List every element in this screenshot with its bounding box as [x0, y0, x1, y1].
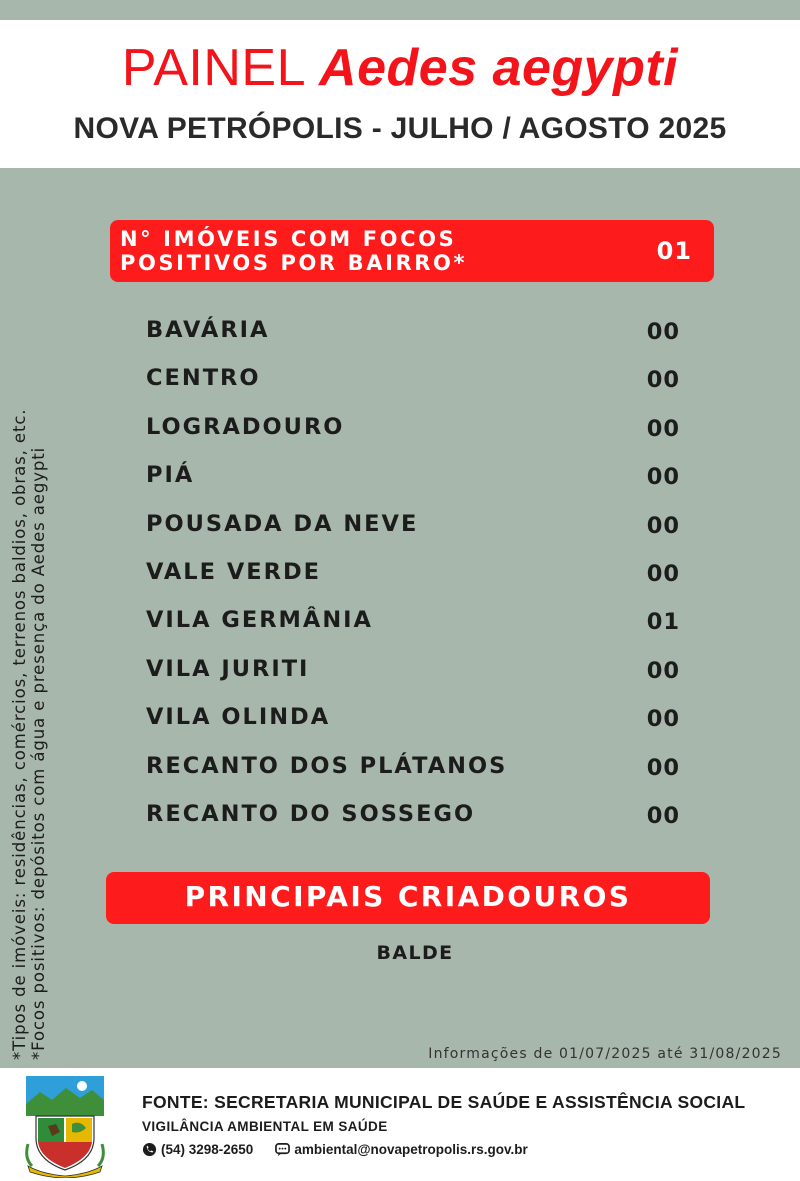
neighborhood-name: VILA OLINDA — [146, 704, 331, 731]
header — [0, 20, 800, 168]
neighborhood-count: 00 — [646, 754, 680, 781]
side-notes — [10, 240, 68, 1060]
neighborhood-name: POUSADA DA NEVE — [146, 510, 419, 537]
neighborhood-count: 00 — [646, 367, 680, 394]
neighborhood-name: LOGRADOURO — [146, 413, 345, 440]
page-subtitle: NOVA PETRÓPOLIS - JULHO / AGOSTO 2025 — [73, 112, 727, 145]
whatsapp-icon — [142, 1142, 157, 1157]
breeding-sites-bar — [106, 872, 710, 924]
neighborhood-row — [146, 554, 686, 602]
neighborhood-count: 00 — [646, 319, 680, 345]
neighborhood-count: 00 — [646, 657, 680, 684]
neighborhood-count: 00 — [646, 802, 680, 829]
neighborhood-row — [146, 457, 686, 505]
neighborhood-row — [146, 506, 686, 554]
neighborhood-name: BAVÁRIA — [146, 317, 270, 343]
municipal-crest-icon — [22, 1074, 108, 1178]
neighborhood-row — [146, 409, 686, 457]
neighborhood-row — [146, 312, 686, 360]
footer-contacts — [142, 1142, 528, 1157]
breeding-site-item: BALDE — [376, 942, 454, 964]
neighborhood-count: 00 — [646, 560, 680, 587]
footer-phone[interactable]: (54) 3298-2650 — [161, 1142, 254, 1157]
chat-bubble-icon — [275, 1142, 290, 1157]
neighborhood-count: 00 — [646, 706, 680, 733]
breeding-sites-title: PRINCIPAIS CRIADOUROS — [184, 880, 632, 913]
top-strip — [0, 0, 800, 20]
footer-source: FONTE: SECRETARIA MUNICIPAL DE SAÚDE E ASSISTÊNCIA SOCIAL — [142, 1092, 746, 1112]
neighborhood-name: RECANTO DOS PLÁTANOS — [146, 752, 508, 779]
neighborhood-list — [146, 312, 686, 844]
neighborhood-name: VILA GERMÂNIA — [146, 607, 373, 634]
focus-summary-bar — [110, 220, 714, 282]
title-plain: PAINEL — [121, 39, 305, 97]
focus-summary-label: N° IMÓVEIS COM FOCOS POSITIVOS POR BAIRRO* — [120, 227, 468, 275]
neighborhood-name: VILA JURITI — [146, 655, 310, 682]
neighborhood-name: CENTRO — [146, 365, 261, 392]
neighborhood-row — [146, 602, 686, 650]
neighborhood-name: RECANTO DO SOSSEGO — [146, 800, 476, 827]
neighborhood-row — [146, 699, 686, 747]
neighborhood-row — [146, 748, 686, 796]
focus-summary-total: 01 — [656, 237, 692, 265]
page-title — [0, 38, 800, 98]
side-note-property-types: *Tipos de imóveis: residências, comércios, terrenos baldios, obras, etc. — [10, 408, 29, 1060]
neighborhood-name: VALE VERDE — [146, 558, 321, 585]
info-period: Informações de 01/07/2025 até 31/08/2025 — [428, 1046, 782, 1062]
neighborhood-count: 00 — [646, 464, 680, 491]
footer — [0, 1068, 800, 1181]
neighborhood-count: 00 — [646, 415, 680, 442]
neighborhood-count: 01 — [646, 609, 680, 636]
neighborhood-row — [146, 651, 686, 699]
footer-department: VIGILÂNCIA AMBIENTAL EM SAÚDE — [142, 1119, 388, 1134]
neighborhood-row — [146, 360, 686, 408]
neighborhood-count: 00 — [646, 512, 680, 539]
side-note-positive-foci: *Focos positivos: depósitos com água e presença do Aedes aegypti — [29, 446, 48, 1060]
neighborhood-row — [146, 796, 686, 844]
neighborhood-name: PIÁ — [146, 462, 195, 489]
footer-email[interactable]: ambiental@novapetropolis.rs.gov.br — [294, 1142, 528, 1157]
title-italic: Aedes aegypti — [319, 39, 679, 97]
